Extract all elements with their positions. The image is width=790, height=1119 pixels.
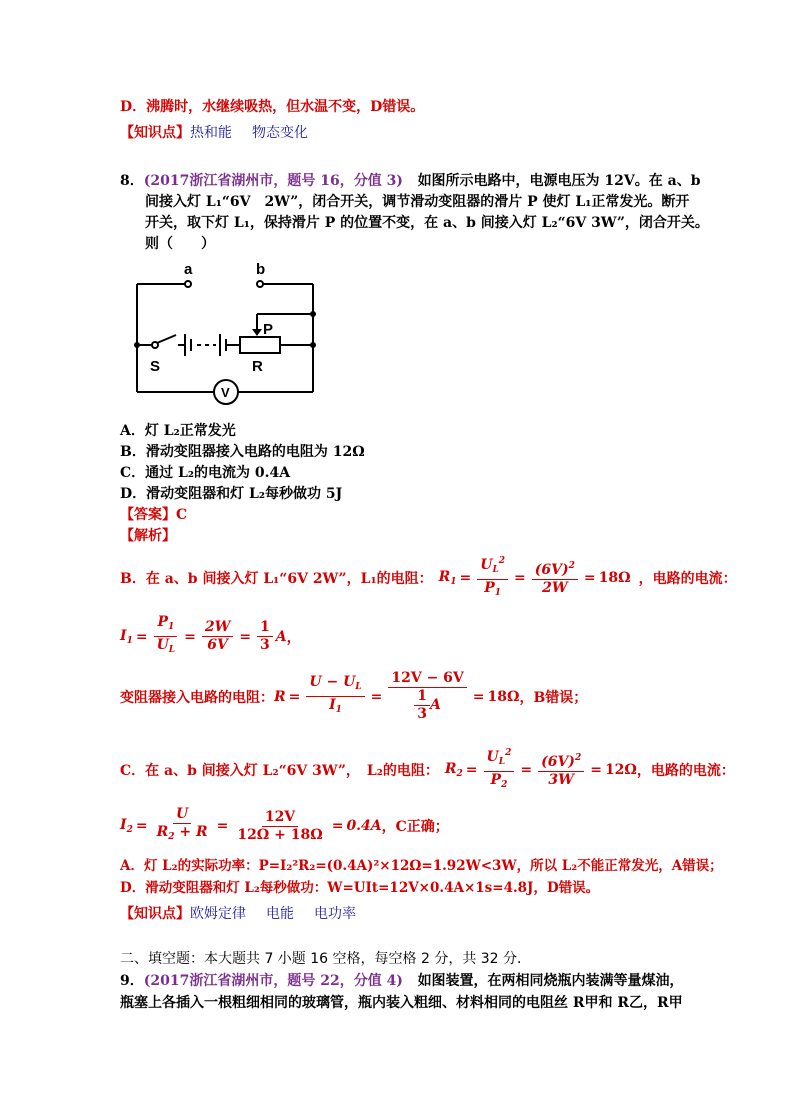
sub: 1 [167, 622, 175, 632]
r-analysis-text: 变阻器接入电路的电阻： [120, 689, 274, 706]
sub: 2 [126, 825, 133, 835]
fraction-denominator: I [329, 697, 336, 713]
analysis-d: D．滑动变阻器和灯 L₂每秒做功：W=UIt=12V×0.4A×1s=4.8J，D错误。 [120, 880, 600, 896]
switch-s-label: S [150, 358, 161, 375]
sup: 2 [498, 556, 506, 566]
circuit-diagram [130, 256, 330, 412]
sub: 1 [335, 705, 342, 715]
knowledge-item: 电功率 [314, 906, 356, 922]
fraction-denominator: 3 [417, 706, 427, 722]
sub: 2 [168, 832, 175, 842]
fraction-numerator: 2W [202, 619, 233, 637]
r-tail-text: ，B错误； [519, 689, 588, 706]
b-analysis-text: B．在 a、b 间接入灯 L₁“6V 2W”，L₁的电阻： [120, 570, 433, 587]
fraction-denominator: 3 [260, 637, 270, 653]
sub: L [492, 565, 499, 575]
rheostat-r-label: R [252, 358, 263, 375]
knowledge-points-1 [120, 124, 328, 142]
fraction [154, 614, 179, 659]
fraction-denominator: P [484, 580, 495, 596]
fraction [257, 619, 273, 654]
fraction-numerator: 12V [262, 809, 298, 827]
fraction [414, 688, 430, 723]
sub: L [168, 645, 176, 655]
sub: 1 [126, 635, 133, 646]
c-analysis-text: C．在 a、b 间接入灯 L₂“6V 3W”， L₂的电阻： [120, 762, 439, 779]
fraction-numerator: (6V) [541, 754, 575, 770]
terminal-b-label: b [256, 261, 266, 278]
fraction [154, 806, 211, 846]
fraction-numerator: U − U [309, 674, 356, 690]
option-d: D．滑动变阻器和灯 L₂每秒做功 5J [120, 486, 343, 502]
fraction [484, 745, 515, 794]
fraction-denominator: 2W [542, 580, 568, 596]
sup: 2 [568, 561, 575, 571]
question-8-line-1 [120, 172, 701, 190]
question-source: (2017浙江省湖州市，题号 22，分值 4) [143, 973, 403, 989]
fraction-numerator: (6V) [534, 562, 569, 578]
fraction-numerator: U [480, 557, 493, 573]
r1-symbol: R [438, 568, 451, 585]
sub: 2 [501, 780, 508, 790]
fraction [202, 619, 233, 654]
knowledge-points-2 [120, 905, 376, 923]
formula-r-line: 变阻器接入电路的电阻： R = $\frac{U - U_L}{I_1}$ = 12V − 6V $\frac{1}{3}$ A = 18Ω ，B错误； [120, 670, 588, 722]
knowledge-item: 电能 [266, 906, 294, 922]
fraction [388, 670, 466, 723]
r2-symbol: R [444, 760, 457, 777]
formula-r2-line: C．在 a、b 间接入灯 L₂“6V 3W”， L₂的电阻： $R_2$ = $\frac{U_L^2}{P_2}$ = $\frac{(6V)^2}{3W}$ = 12Ω ，电路的电流： [120, 745, 735, 794]
answer: 【答案】C [120, 507, 188, 523]
prev-option-d: D．沸腾时，水继续吸热，但水温不变，D错误。 [120, 99, 425, 115]
fraction-denominator: R [156, 824, 169, 840]
fraction [538, 750, 584, 789]
sub: L [498, 757, 506, 767]
fraction [532, 558, 578, 597]
knowledge-tag: 【知识点】 [120, 125, 190, 141]
fraction [306, 674, 364, 719]
fraction-numerator: 1 [257, 619, 273, 637]
r-result: 18Ω [487, 688, 520, 705]
fraction-denominator: 3W [548, 772, 574, 788]
knowledge-item: 热和能 [190, 125, 232, 141]
knowledge-tag: 【知识点】 [120, 906, 190, 922]
fraction-numerator: P [157, 614, 168, 630]
terminal-a-label: a [184, 261, 193, 278]
r-symbol: R [274, 688, 286, 705]
question-8-line-4: 则（ ） [145, 236, 215, 252]
fraction-numerator: U [486, 749, 499, 765]
fraction-denominator: 6V [207, 637, 228, 653]
question-text: 如图所示电路中，电源电压为 12V。在 a、b [417, 173, 701, 189]
fraction-numerator: 12V − 6V [388, 670, 466, 688]
i2-tail-text: ，C正确； [381, 819, 449, 835]
formula-r1-line: B．在 a、b 间接入灯 L₁“6V 2W”，L₁的电阻： $R_1$ = $\frac{U_L^2}{P_1}$ = $\frac{(6V)^2}{2W}$ = 18Ω ，电路的电流： [120, 553, 737, 602]
fraction-numerator: U [173, 806, 191, 824]
sup: 2 [505, 748, 512, 758]
formula-i1-line: $I_1$ = $\frac{P_1}{U_L}$ = $\frac{2W}{6V}$ = $\frac{1}{3}$ A ， [120, 614, 301, 659]
sub: 1 [494, 588, 502, 598]
denominator-tail: + R [174, 824, 208, 840]
question-number: 9． [120, 973, 144, 989]
fraction-denominator: P [490, 772, 502, 788]
question-8-line-3: 开关，取下灯 L₁，保持滑片 P 的位置不变，在 a、b 间接入灯 L₂“6V 3W”，闭合开关。 [145, 215, 709, 231]
question-9-line-1 [120, 972, 684, 990]
i2-result: 0.4A [346, 818, 382, 834]
knowledge-items [190, 906, 376, 922]
i2-symbol: I [120, 817, 127, 833]
analysis-heading: 【解析】 [120, 528, 176, 544]
fraction-denominator: 12Ω + 18Ω [237, 826, 323, 843]
option-c: C．通过 L₂的电流为 0.4A [120, 465, 291, 481]
question-8-line-2: 间接入灯 L₁“6V 2W”，闭合开关，调节滑动变阻器的滑片 P 使灯 L₁正常发光。断开 [145, 194, 690, 210]
voltmeter-label: V [221, 385, 230, 400]
question-number: 8． [120, 173, 144, 189]
fraction [234, 809, 325, 844]
unit: A [275, 628, 287, 645]
slider-p-label: P [263, 321, 274, 338]
b-tail-text: ，电路的电流： [638, 570, 737, 587]
section-2-heading: 二、填空题：本大题共 7 小题 16 空格，每空格 2 分，共 32 分． [120, 951, 532, 967]
fraction-denominator: U [156, 637, 169, 653]
knowledge-item: 欧姆定律 [190, 906, 246, 922]
r1-sub: 1 [450, 576, 457, 587]
c-tail-text: ，电路的电流： [636, 762, 735, 779]
sub: 2 [456, 768, 463, 779]
option-b: B．滑动变阻器接入电路的电阻为 12Ω [120, 444, 365, 460]
sup: 2 [574, 753, 582, 763]
option-a: A．灯 L₂正常发光 [120, 423, 236, 439]
sub: L [355, 682, 362, 692]
question-source: (2017浙江省湖州市，题号 16，分值 3) [143, 173, 403, 189]
unit: A [430, 697, 441, 713]
formula-i2-line: $I_2$ = $\frac{U}{R_2 + R}$ = $\frac{12V}{12\Omega + 18\Omega}$ = 0.4A ，C正确； [120, 806, 449, 846]
question-text: 如图装置，在两相同烧瓶内装满等量煤油， [417, 973, 684, 989]
knowledge-items [190, 125, 328, 141]
i1-symbol: I [120, 627, 127, 644]
r2-result: 12Ω [604, 761, 637, 778]
knowledge-item: 物态变化 [252, 125, 308, 141]
fraction-numerator: 1 [414, 688, 430, 706]
fraction [477, 553, 508, 602]
question-9-line-2: 瓶塞上各插入一根粗细相同的玻璃管，瓶内装入粗细、材料相同的电阻丝 R甲和 R乙，R甲 [120, 995, 683, 1011]
r1-result: 18Ω [598, 569, 631, 586]
analysis-a: A．灯 L₂的实际功率：P=I₂²R₂=(0.4A)²×12Ω=1.92W<3W，所以 L₂不能正常发光，A错误； [120, 858, 723, 874]
